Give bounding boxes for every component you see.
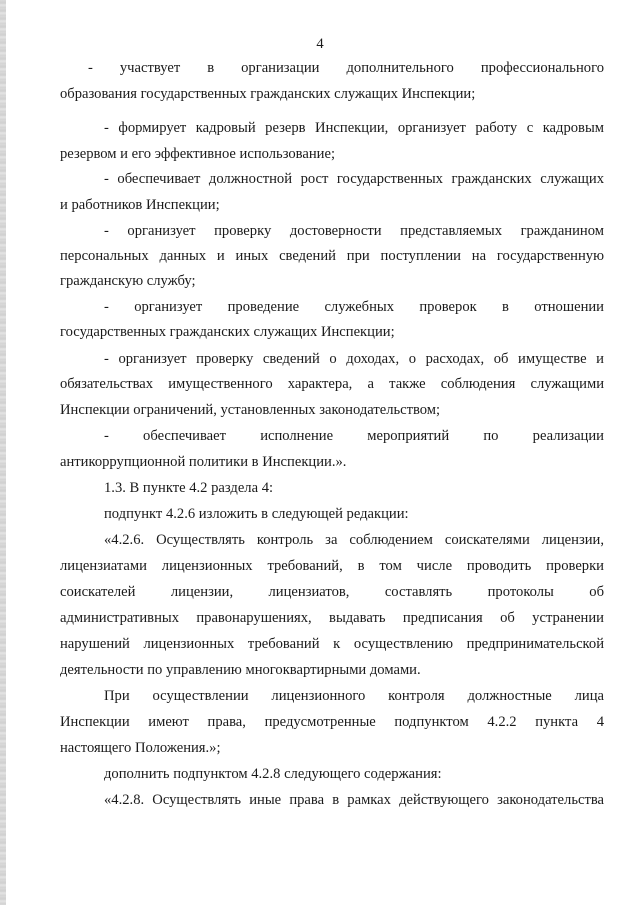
- text-line: - организует проведение служебных проверок в отношении: [104, 299, 604, 315]
- text-line: - участвует в организации дополнительного профессионального: [88, 60, 604, 76]
- text-line: - организует проверку сведений о доходах, о расходах, об имуществе и: [104, 351, 604, 367]
- page-number: 4: [316, 36, 324, 52]
- text-line: и работников Инспекции;: [60, 197, 220, 213]
- text-line: Инспекции ограничений, установленных законодательством;: [60, 402, 441, 418]
- text-line: деятельности по управлению многоквартирными домами.: [60, 662, 421, 678]
- text-line: 1.3. В пункте 4.2 раздела 4:: [104, 480, 274, 496]
- scan-edge: [0, 0, 6, 905]
- text-line: дополнить подпунктом 4.2.8 следующего содержания:: [104, 766, 442, 782]
- text-line: подпункт 4.2.6 изложить в следующей редакции:: [104, 506, 409, 522]
- text-line: При осуществлении лицензионного контроля должностные лица: [104, 688, 604, 704]
- text-line: резервом и его эффективное использование;: [60, 146, 336, 162]
- text-line: обязательствах имущественного характера, а также соблюдения служащими: [60, 376, 604, 392]
- text-line: Инспекции имеют права, предусмотренные подпунктом 4.2.2 пункта 4: [60, 714, 604, 730]
- text-line: персональных данных и иных сведений при поступлении на государственную: [60, 248, 604, 264]
- text-line: - организует проверку достоверности представляемых гражданином: [104, 223, 604, 239]
- text-line: антикоррупционной политики в Инспекции.».: [60, 454, 347, 470]
- text-line: образования государственных гражданских служащих Инспекции;: [60, 86, 476, 102]
- text-line: государственных гражданских служащих Инспекции;: [60, 324, 395, 340]
- text-line: настоящего Положения.»;: [60, 740, 221, 756]
- text-line: «4.2.6. Осуществлять контроль за соблюдением соискателями лицензии,: [104, 532, 604, 548]
- text-line: соискателей лицензии, лицензиатов, составлять протоколы об: [60, 584, 604, 600]
- text-line: административных правонарушениях, выдавать предписания об устранении: [60, 610, 604, 626]
- text-line: гражданскую службу;: [60, 273, 196, 289]
- text-line: нарушений лицензионных требований к осуществлению предпринимательской: [60, 636, 604, 652]
- text-line: - обеспечивает исполнение мероприятий по реализации: [104, 428, 604, 444]
- text-line: «4.2.8. Осуществлять иные права в рамках действующего законодательства: [104, 792, 604, 808]
- text-line: лицензиатами лицензионных требований, в том числе проводить проверки: [60, 558, 604, 574]
- text-line: - обеспечивает должностной рост государственных гражданских служащих: [104, 171, 604, 187]
- text-line: - формирует кадровый резерв Инспекции, организует работу с кадровым: [104, 120, 604, 136]
